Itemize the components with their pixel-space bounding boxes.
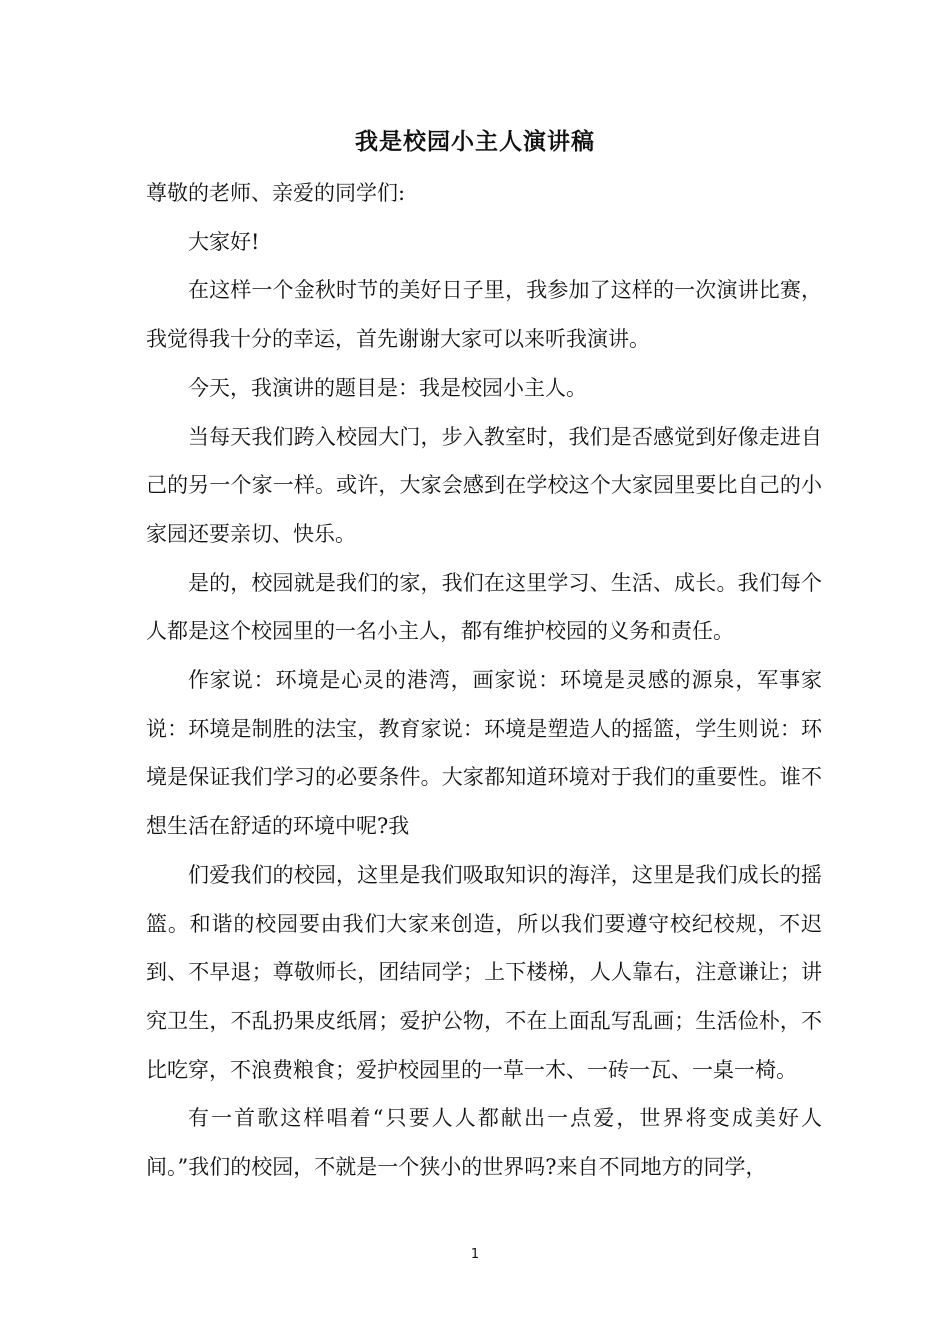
page-title: 我是校园小主人演讲稿 [355, 129, 595, 155]
body-text [146, 169, 822, 1192]
salutation: 尊敬的老师、亲爱的同学们: [146, 181, 406, 205]
paragraph: 有一首歌这样唱着“只要人人都献出一点爱，世界将变成美好人间。”我们的校园，不就是一个狭小的世界吗?来自不同地方的同学， [146, 1106, 822, 1180]
paragraph: 们爱我们的校园，这里是我们吸取知识的海洋，这里是我们成长的摇篮。和谐的校园要由我们大家来创造，所以我们要遵守校纪校规，不迟到、不早退；尊敬师长，团结同学；上下楼梯，人人靠右，注意谦让；讲究卫生，不乱扔果皮纸屑；爱护公物，不在上面乱写乱画；生活俭朴，不比吃穿，不浪费粮食；爱护校园里的一草一木、一砖一瓦、一桌一椅。 [146, 862, 822, 1082]
paragraph: 是的，校园就是我们的家，我们在这里学习、生活、成长。我们每个人都是这个校园里的一名小主人，都有维护校园的义务和责任。 [146, 570, 822, 644]
paragraph: 当每天我们跨入校园大门，步入教室时，我们是否感觉到好像走进自己的另一个家一样。或许，大家会感到在学校这个大家园里要比自己的小家园还要亲切、快乐。 [146, 424, 822, 546]
paragraph: 在这样一个金秋时节的美好日子里，我参加了这样的一次演讲比赛，我觉得我十分的幸运，首先谢谢大家可以来听我演讲。 [146, 278, 822, 352]
paragraph: 今天，我演讲的题目是：我是校园小主人。 [188, 375, 587, 400]
paragraph: 作家说：环境是心灵的港湾，画家说：环境是灵感的源泉，军事家说：环境是制胜的法宝，教育家说：环境是塑造人的摇篮，学生则说：环境是保证我们学习的必要条件。大家都知道环境对于我们的重要性。谁不想生活在舒适的环境中呢?我 [146, 668, 822, 839]
paragraph-greeting: 大家好! [188, 229, 260, 254]
page-number: 1 [470, 1247, 480, 1262]
